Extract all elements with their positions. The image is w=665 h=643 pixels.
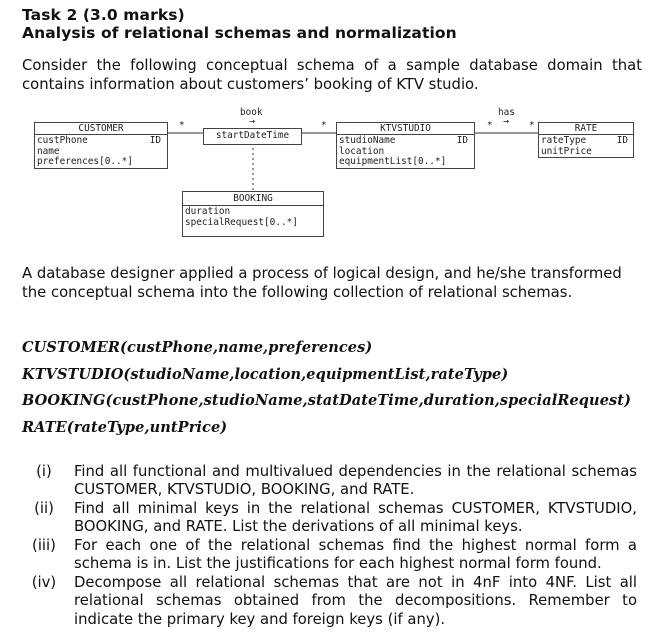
designer-paragraph: A database designer applied a process of logical design, and he/she transformed the conceptual schema into the following collection of relational schemas. (22, 265, 622, 301)
booking-entity-box (182, 191, 324, 237)
booking-attr-specialrequest: specialRequest[0..*] (185, 216, 298, 228)
question-text: Find all minimal keys in the relational schemas CUSTOMER, KTVSTUDIO, BOOKING, and RATE. List the derivations of all minimal keys. (74, 500, 637, 536)
book-association-class-box (203, 128, 302, 145)
ktvstudio-entity-name: KTVSTUDIO (337, 123, 474, 135)
customer-attr-preferences: preferences[0..*] (37, 156, 133, 168)
customer-entity-name: CUSTOMER (35, 123, 167, 135)
schema-booking: BOOKING(custPhone,studioName,statDateTime,duration,specialRequest) (22, 392, 632, 409)
rate-attr-unitprice: unitPrice (541, 145, 592, 157)
rate-entity-box (538, 122, 634, 158)
book-association-label: book (240, 107, 263, 118)
task-title: Task 2 (3.0 marks) (22, 6, 185, 24)
question-text: Find all functional and multivalued dependencies in the relational schemas CUSTOMER, KTVSTUDIO, BOOKING, and RATE. (74, 463, 637, 499)
ktvstudio-entity-box (336, 122, 475, 169)
book-direction-arrow-icon: → (249, 116, 256, 127)
question-number: (i) (36, 463, 52, 480)
section-subtitle: Analysis of relational schemas and normalization (22, 24, 457, 42)
multiplicity-has-right: * (529, 120, 535, 131)
multiplicity-book-left: * (179, 120, 185, 131)
question-number: (iv) (31, 574, 57, 591)
rate-entity-name: RATE (539, 123, 633, 135)
question-number: (iii) (32, 537, 56, 554)
question-text: For each one of the relational schemas find the highest normal form a schema is in. List the justifications for each highest normal form found. (74, 537, 637, 573)
has-association-label: has (498, 107, 515, 118)
question-text: Decompose all relational schemas that are not in 4nF into 4NF. List all relational schemas obtained from the decompositions. Remember to indicate the primary key and foreign keys (if any). (74, 574, 637, 628)
multiplicity-book-right: * (321, 120, 327, 131)
booking-attr-duration: duration (185, 206, 231, 217)
schema-ktvstudio: KTVSTUDIO(studioName,location,equipmentList,rateType) (22, 366, 509, 383)
customer-id-tag: ID (149, 135, 161, 146)
ktvstudio-attr-studioname: studioName (339, 135, 396, 146)
question-number: (ii) (34, 500, 54, 517)
book-attr-startdatetime: startDateTime (215, 130, 290, 141)
customer-attr-name: name (37, 145, 60, 157)
rate-id-tag: ID (616, 135, 628, 146)
rate-attr-ratetype: rateType (541, 135, 587, 146)
schema-rate: RATE(rateType,untPrice) (22, 419, 228, 436)
multiplicity-has-left: * (487, 120, 493, 131)
schema-customer: CUSTOMER(custPhone,name,preferences) (22, 339, 373, 356)
customer-attr-custphone: custPhone (37, 135, 88, 146)
has-direction-arrow-icon: → (503, 116, 510, 127)
ktvstudio-attr-equipmentlist: equipmentList[0..*] (339, 156, 447, 168)
customer-entity-box (34, 122, 168, 169)
booking-entity-name: BOOKING (183, 192, 323, 206)
ktvstudio-attr-location: location (339, 145, 385, 157)
ktvstudio-id-tag: ID (456, 135, 468, 146)
intro-paragraph: Consider the following conceptual schema of a sample database domain that contains information about customers’ booking of KTV studio. (22, 57, 642, 93)
